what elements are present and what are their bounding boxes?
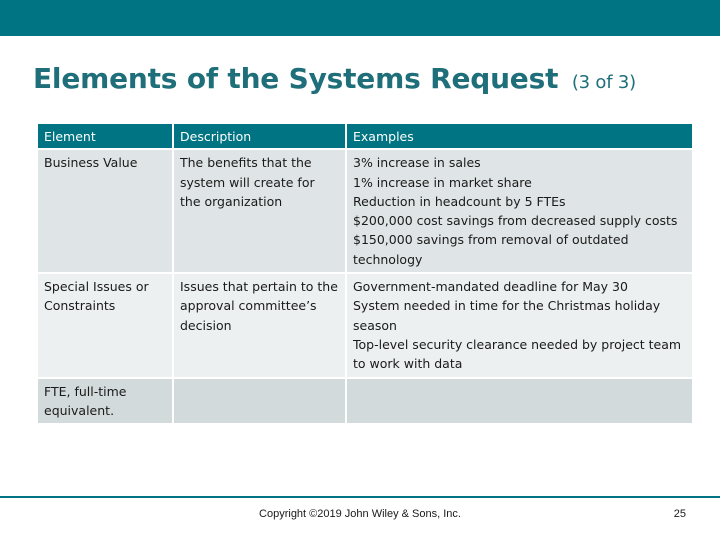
slide-title (33, 62, 636, 95)
cell-examples (346, 273, 693, 377)
example-item: Government-mandated deadline for May 30 (353, 279, 628, 295)
slide-subtitle: (3 of 3) (571, 72, 636, 93)
example-item: Top-level security clearance needed by project team to work with data (353, 336, 682, 372)
example-item: Reduction in headcount by 5 FTEs (353, 193, 566, 209)
example-item: $150,000 savings from removal of outdated technology (353, 232, 629, 267)
header-element: Element (37, 123, 173, 149)
header-description: Description (173, 123, 346, 149)
top-accent-bar (0, 0, 720, 36)
copyright-text: Copyright ©2019 John Wiley & Sons, Inc. (259, 508, 461, 520)
slide-title-text: Elements of the Systems Request (33, 62, 559, 95)
cell-element: Business Value (37, 149, 173, 273)
table-row (37, 273, 693, 377)
cell-description: The benefits that the system will create for the organization (173, 149, 346, 273)
cell-examples (346, 149, 693, 273)
table-row (37, 149, 693, 273)
footer-divider (0, 496, 720, 498)
example-item: $200,000 cost savings from decreased supply costs (353, 213, 678, 229)
systems-request-table (36, 122, 694, 425)
empty-cell (173, 378, 346, 425)
page-number: 25 (673, 508, 686, 520)
table-footnote-row (37, 378, 693, 425)
table-header-row (37, 123, 693, 149)
footnote: FTE, full-time equivalent. (37, 378, 173, 425)
example-item: System needed in time for the Christmas holiday season (353, 298, 661, 333)
empty-cell (346, 378, 693, 425)
header-examples: Examples (346, 123, 693, 149)
cell-description: Issues that pertain to the approval committee’s decision (173, 273, 346, 377)
example-item: 1% increase in market share (353, 174, 532, 190)
cell-element: Special Issues or Constraints (37, 273, 173, 377)
example-item: 3% increase in sales (353, 155, 481, 171)
